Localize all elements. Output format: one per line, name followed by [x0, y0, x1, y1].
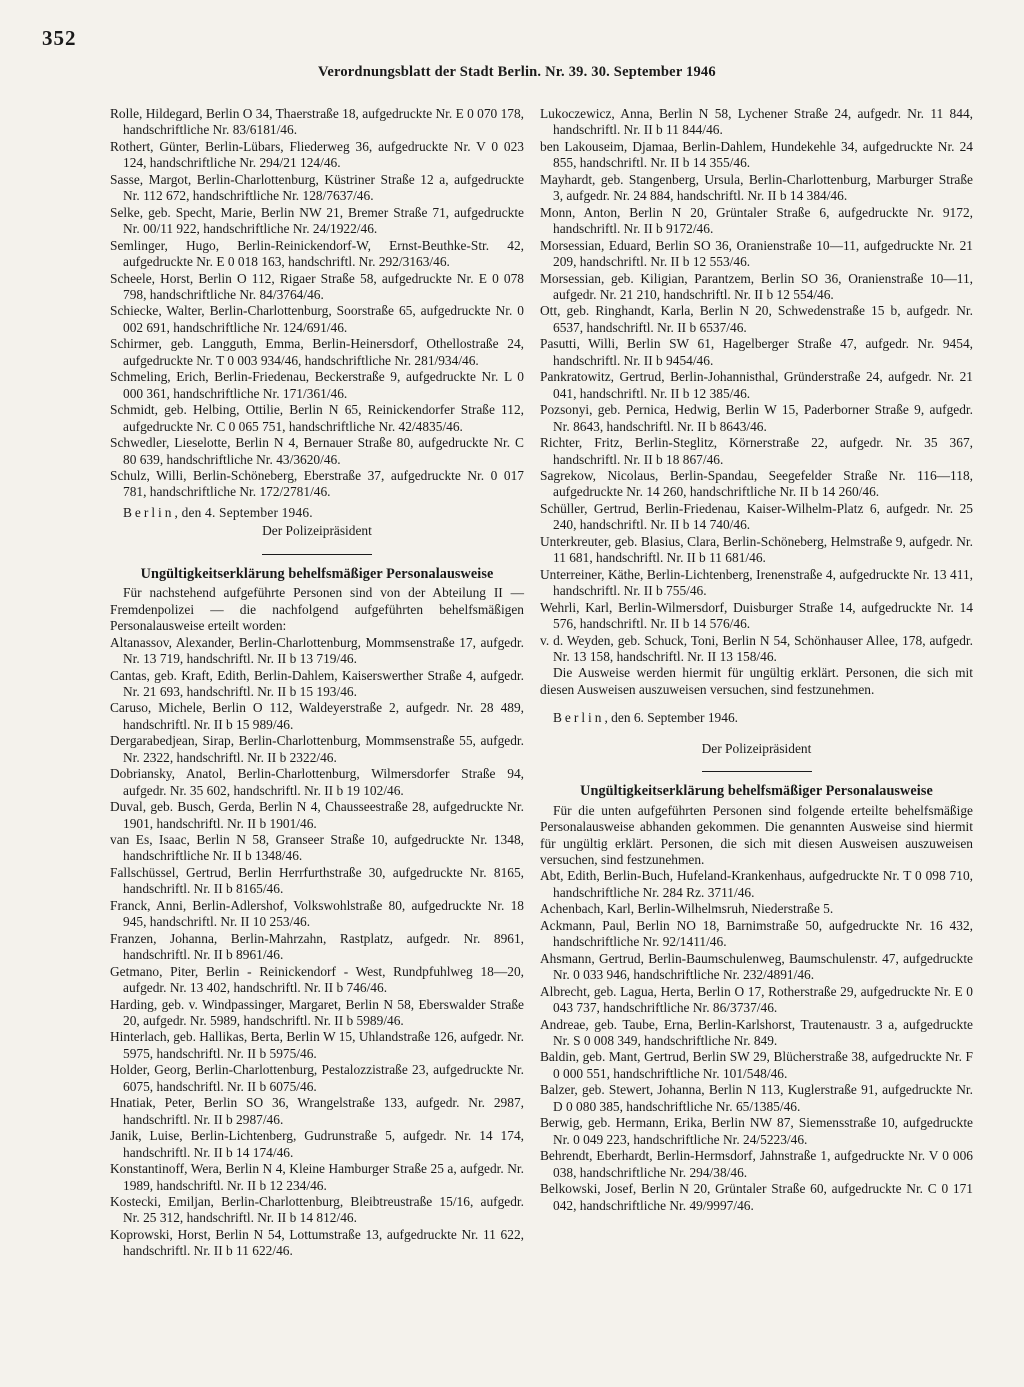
intro-paragraph: Für die unten aufgeführten Personen sind folgende erteilte behelfsmäßige Personalausweise abhanden gekommen. Die genannten Ausweise sind hiermit für ungültig erklärt. Personen, die sich mit diesen Ausweisen auszuweisen versuchen, sind festzunehmen.	[540, 802, 973, 868]
list-item: Unterkreuter, geb. Blasius, Clara, Berlin-Schöneberg, Helmstraße 9, aufgedr. Nr. 11 681, handschriftl. Nr. II b 11 681/46.	[540, 533, 973, 566]
list-item: Dergarabedjean, Sirap, Berlin-Charlottenburg, Mommsenstraße 55, aufgedr. Nr. 2322, handschriftl. Nr. II b 2322/46.	[110, 733, 524, 765]
list-item: Schmidt, geb. Helbing, Ottilie, Berlin N 65, Reinickendorfer Straße 112, aufgedruckte Nr. C 0 065 751, handschriftliche Nr. 42/4835/46.	[110, 402, 524, 434]
list-item: Pankratowitz, Gertrud, Berlin-Johannisthal, Gründerstraße 24, aufgedr. Nr. 21 041, handschriftl. Nr. II b 12 385/46.	[540, 369, 973, 401]
dateline-city: Berlin	[553, 710, 605, 726]
list-item: Pasutti, Willi, Berlin SW 61, Hagelberger Straße 47, aufgedr. Nr. 9454, handschriftl. Nr. II b 9454/46.	[540, 336, 973, 368]
list-item: Belkowski, Josef, Berlin N 20, Grüntaler Straße 60, aufgedruckte Nr. C 0 171 042, handschriftliche Nr. 49/9997/46.	[540, 1181, 973, 1213]
list-item: Lukoczewicz, Anna, Berlin N 58, Lychener Straße 24, aufgedr. Nr. 11 844, handschriftl. Nr. II b 11 844/46.	[540, 106, 973, 138]
list-item: Hnatiak, Peter, Berlin SO 36, Wrangelstraße 133, aufgedr. Nr. 2987, handschriftl. Nr. II b 2987/46.	[110, 1095, 524, 1127]
list-item: Selke, geb. Specht, Marie, Berlin NW 21, Bremer Straße 71, aufgedruckte Nr. 00/11 922, handschriftliche Nr. 24/1922/46.	[110, 204, 524, 237]
list-item: Ackmann, Paul, Berlin NO 18, Barnimstraße 50, aufgedruckte Nr. 16 432, handschriftliche Nr. 92/1411/46.	[540, 917, 973, 950]
intro-paragraph: Für nachstehend aufgeführte Personen sind von der Abteilung II — Fremdenpolizei — die nachfolgend aufgeführten behelfsmäßigen Personalausweise erteilt worden:	[110, 585, 524, 634]
section-divider	[262, 554, 372, 555]
page-number: 352	[42, 26, 77, 50]
list-item: Hinterlach, geb. Hallikas, Berta, Berlin W 15, Uhlandstraße 126, aufgedr. Nr. 5975, handschriftl. Nr. II b 5975/46.	[110, 1029, 524, 1061]
list-item: Janik, Luise, Berlin-Lichtenberg, Gudrunstraße 5, aufgedr. Nr. 14 174, handschriftl. Nr. II b 14 174/46.	[110, 1128, 524, 1160]
list-item: v. d. Weyden, geb. Schuck, Toni, Berlin N 54, Schönhauser Allee, 178, aufgedr. Nr. 13 158, handschriftl. Nr. II 13 158/46.	[540, 632, 973, 664]
list-item: Caruso, Michele, Berlin O 112, Waldeyerstraße 2, aufgedr. Nr. 28 489, handschriftl. Nr. II b 15 989/46.	[110, 700, 524, 732]
list-item: Fallschüssel, Gertrud, Berlin Herrfurthstraße 30, aufgedruckte Nr. 8165, handschriftl. Nr. II b 8165/46.	[110, 864, 524, 897]
list-item: Schwedler, Lieselotte, Berlin N 4, Bernauer Straße 80, aufgedruckte Nr. C 80 639, handschriftliche Nr. 43/3620/46.	[110, 435, 524, 467]
list-item: Ahsmann, Gertrud, Berlin-Baumschulenweg, Baumschulenstr. 47, aufgedruckte Nr. 0 033 946, handschriftliche Nr. 232/4891/46.	[540, 950, 973, 983]
list-item: Schiecke, Walter, Berlin-Charlottenburg, Soorstraße 65, aufgedruckte Nr. 0 002 691, handschriftliche Nr. 124/691/46.	[110, 303, 524, 335]
dateline-date: , den 6. September 1946.	[604, 710, 738, 726]
list-item: Schulz, Willi, Berlin-Schöneberg, Eberstraße 37, aufgedruckte Nr. 0 017 781, handschriftliche Nr. 172/2781/46.	[110, 467, 524, 500]
list-item: Andreae, geb. Taube, Erna, Berlin-Karlshorst, Trautenaustr. 3 a, aufgedruckte Nr. S 0 008 349, handschriftliche Nr. 849.	[540, 1016, 973, 1049]
signature: Der Polizeipräsident	[262, 523, 372, 539]
section-heading: Ungültigkeitserklärung behelfsmäßiger Personalausweise	[580, 783, 933, 800]
list-item: Ott, geb. Ringhandt, Karla, Berlin N 20, Schwedenstraße 15 b, aufgedr. Nr. 6537, handschriftl. Nr. II b 6537/46.	[540, 303, 973, 335]
list-item: Richter, Fritz, Berlin-Steglitz, Körnerstraße 22, aufgedr. Nr. 35 367, handschriftl. Nr. II b 18 867/46.	[540, 435, 973, 467]
list-item: Rolle, Hildegard, Berlin O 34, Thaerstraße 18, aufgedruckte Nr. E 0 070 178, handschriftliche Nr. 83/6181/46.	[110, 106, 525, 138]
list-item: Schirmer, geb. Langguth, Emma, Berlin-Heinersdorf, Othellostraße 24, aufgedruckte Nr. T 0 003 934/46, handschriftliche Nr. 281/934/46.	[110, 336, 524, 368]
list-item: Duval, geb. Busch, Gerda, Berlin N 4, Chausseestraße 28, aufgedruckte Nr. 1901, handschriftl. Nr. II b 1901/46.	[110, 799, 524, 831]
list-item: Abt, Edith, Berlin-Buch, Hufeland-Krankenhaus, aufgedruckte Nr. T 0 098 710, handschriftliche Nr. 284 Rz. 3711/46.	[540, 868, 973, 900]
right-entries-top	[540, 106, 973, 665]
list-item: Morsessian, geb. Kiligian, Parantzem, Berlin SO 36, Oranienstraße 10—11, aufgedr. Nr. 21 210, handschriftl. Nr. II b 12 554/46.	[540, 270, 973, 302]
list-item: Dobriansky, Anatol, Berlin-Charlottenburg, Wilmersdorfer Straße 94, aufgedr. Nr. 35 602, handschriftl. Nr. II b 19 102/46.	[110, 766, 524, 798]
list-item: Franzen, Johanna, Berlin-Mahrzahn, Rastplatz, aufgedr. Nr. 8961, handschriftl. Nr. II b 8961/46.	[110, 930, 524, 963]
list-item: Altanassov, Alexander, Berlin-Charlottenburg, Mommsenstraße 17, aufgedr. Nr. 13 719, handschriftl. Nr. II b 13 719/46.	[110, 634, 524, 667]
list-item: Semlinger, Hugo, Berlin-Reinickendorf-W, Ernst-Beuthke-Str. 42, aufgedruckte Nr. E 0 018 163, handschriftl. Nr. 292/3163/46.	[110, 237, 524, 270]
list-item: Baldin, geb. Mant, Gertrud, Berlin SW 29, Blücherstraße 38, aufgedruckte Nr. F 0 000 551, handschriftliche Nr. 101/548/46.	[540, 1049, 973, 1081]
left-column	[110, 106, 524, 1260]
list-item: ben Lakouseim, Djamaa, Berlin-Dahlem, Hundekehle 34, aufgedruckte Nr. 24 855, handschriftl. Nr. II b 14 355/46.	[540, 138, 973, 171]
list-item: Mayhardt, geb. Stangenberg, Ursula, Berlin-Charlottenburg, Marburger Straße 3, aufgedr. Nr. 24 884, handschriftl. Nr. II b 14 384/46.	[540, 171, 973, 204]
dateline-date: , den 4. September 1946.	[174, 504, 313, 520]
list-item: Behrendt, Eberhardt, Berlin-Hermsdorf, Jahnstraße 1, aufgedruckte Nr. V 0 006 038, handschriftliche Nr. 294/38/46.	[540, 1148, 973, 1180]
list-item: van Es, Isaac, Berlin N 58, Granseer Straße 10, aufgedruckte Nr. 1348, handschriftliche Nr. II b 1348/46.	[110, 832, 524, 864]
list-item: Schüller, Gertrud, Berlin-Friedenau, Kaiser-Wilhelm-Platz 6, aufgedr. Nr. 25 240, handschriftl. Nr. II b 14 740/46.	[540, 500, 973, 533]
list-item: Scheele, Horst, Berlin O 112, Rigaer Straße 58, aufgedruckte Nr. E 0 078 798, handschriftliche Nr. 84/3764/46.	[110, 270, 524, 302]
section-divider	[702, 771, 812, 772]
signature: Der Polizeipräsident	[701, 740, 812, 756]
list-item: Schmeling, Erich, Berlin-Friedenau, Beckerstraße 9, aufgedruckte Nr. L 0 000 361, handschriftliche Nr. 171/361/46.	[110, 369, 524, 401]
left-entries-top	[110, 106, 524, 501]
list-item: Albrecht, geb. Lagua, Herta, Berlin O 17, Rotherstraße 29, aufgedruckte Nr. E 0 043 737, handschriftliche Nr. 86/3737/46.	[540, 983, 973, 1016]
list-item: Sagrekow, Nicolaus, Berlin-Spandau, Seegefelder Straße Nr. 116—118, aufgedruckte Nr. 14 260, handschriftliche Nr. II b 14 260/46.	[540, 467, 973, 500]
list-item: Wehrli, Karl, Berlin-Wilmersdorf, Duisburger Straße 14, aufgedruckte Nr. 14 576, handschriftl. Nr. II b 14 576/46.	[540, 599, 973, 632]
list-item: Harding, geb. v. Windpassinger, Margaret, Berlin N 58, Eberswalder Straße 20, aufgedr. Nr. 5989, handschriftl. Nr. II b 5989/46.	[110, 996, 524, 1029]
list-item: Franck, Anni, Berlin-Adlershof, Volkswohlstraße 80, aufgedruckte Nr. 18 945, handschriftl. Nr. II 10 253/46.	[110, 897, 524, 930]
section-heading: Ungültigkeitserklärung behelfsmäßiger Personalausweise	[140, 565, 494, 582]
list-item: Unterreiner, Käthe, Berlin-Lichtenberg, Irenenstraße 4, aufgedruckte Nr. 13 411, handschriftl. Nr. II b 755/46.	[540, 566, 973, 599]
list-item: Berwig, geb. Hermann, Erika, Berlin NW 87, Siemensstraße 10, aufgedruckte Nr. 0 049 223, handschriftliche Nr. 24/5223/46.	[540, 1115, 973, 1147]
list-item: Achenbach, Karl, Berlin-Wilhelmsruh, Niederstraße 5.	[540, 901, 834, 917]
closing-paragraph: Die Ausweise werden hiermit für ungültig erklärt. Personen, die sich mit diesen Ausweisen auszuweisen versuchen, sind festzunehmen.	[540, 665, 973, 697]
list-item: Sasse, Margot, Berlin-Charlottenburg, Küstriner Straße 12 a, aufgedruckte Nr. 112 672, handschriftliche Nr. 128/7637/46.	[110, 171, 524, 204]
list-item: Balzer, geb. Stewert, Johanna, Berlin N 113, Kuglerstraße 91, aufgedruckte Nr. D 0 080 385, handschriftliche Nr. 65/1385/46.	[540, 1082, 973, 1114]
list-item: Cantas, geb. Kraft, Edith, Berlin-Dahlem, Kaiserswerther Straße 4, aufgedr. Nr. 21 693, handschriftl. Nr. II b 15 193/46.	[110, 667, 524, 699]
left-entries-bottom	[110, 635, 524, 1260]
right-column	[540, 106, 973, 1214]
list-item: Pozsonyi, geb. Pernica, Hedwig, Berlin W 15, Paderborner Straße 9, aufgedr. Nr. 8643, handschriftl. Nr. II b 8643/46.	[540, 402, 973, 434]
dateline-city: Berlin	[123, 504, 175, 520]
list-item: Morsessian, Eduard, Berlin SO 36, Oranienstraße 10—11, aufgedruckte Nr. 21 209, handschriftl. Nr. II b 12 553/46.	[540, 237, 973, 270]
list-item: Holder, Georg, Berlin-Charlottenburg, Pestalozzistraße 23, aufgedruckte Nr. 6075, handschriftl. Nr. II b 6075/46.	[110, 1062, 524, 1094]
list-item: Konstantinoff, Wera, Berlin N 4, Kleine Hamburger Straße 25 a, aufgedr. Nr. 1989, handschriftl. Nr. II b 12 234/46.	[110, 1161, 524, 1193]
list-item: Monn, Anton, Berlin N 20, Grüntaler Straße 6, aufgedruckte Nr. 9172, handschriftl. Nr. II b 9172/46.	[540, 204, 973, 237]
right-entries-bottom	[540, 868, 973, 1214]
list-item: Getmano, Piter, Berlin - Reinickendorf - West, Rundpfuhlweg 18—20, aufgedr. Nr. 13 402, handschriftl. Nr. II b 746/46.	[110, 963, 524, 996]
running-head: Verordnungsblatt der Stadt Berlin. Nr. 39. 30. September 1946	[318, 64, 716, 80]
dateline	[110, 505, 524, 521]
list-item: Koprowski, Horst, Berlin N 54, Lottumstraße 13, aufgedruckte Nr. 11 622, handschriftl. Nr. II b 11 622/46.	[110, 1226, 524, 1259]
dateline	[540, 710, 973, 726]
list-item: Kostecki, Emiljan, Berlin-Charlottenburg, Bleibtreustraße 15/16, aufgedr. Nr. 25 312, handschriftl. Nr. II b 14 812/46.	[110, 1194, 524, 1226]
list-item: Rothert, Günter, Berlin-Lübars, Fliederweg 36, aufgedruckte Nr. V 0 023 124, handschriftliche Nr. 294/21 124/46.	[110, 138, 524, 171]
